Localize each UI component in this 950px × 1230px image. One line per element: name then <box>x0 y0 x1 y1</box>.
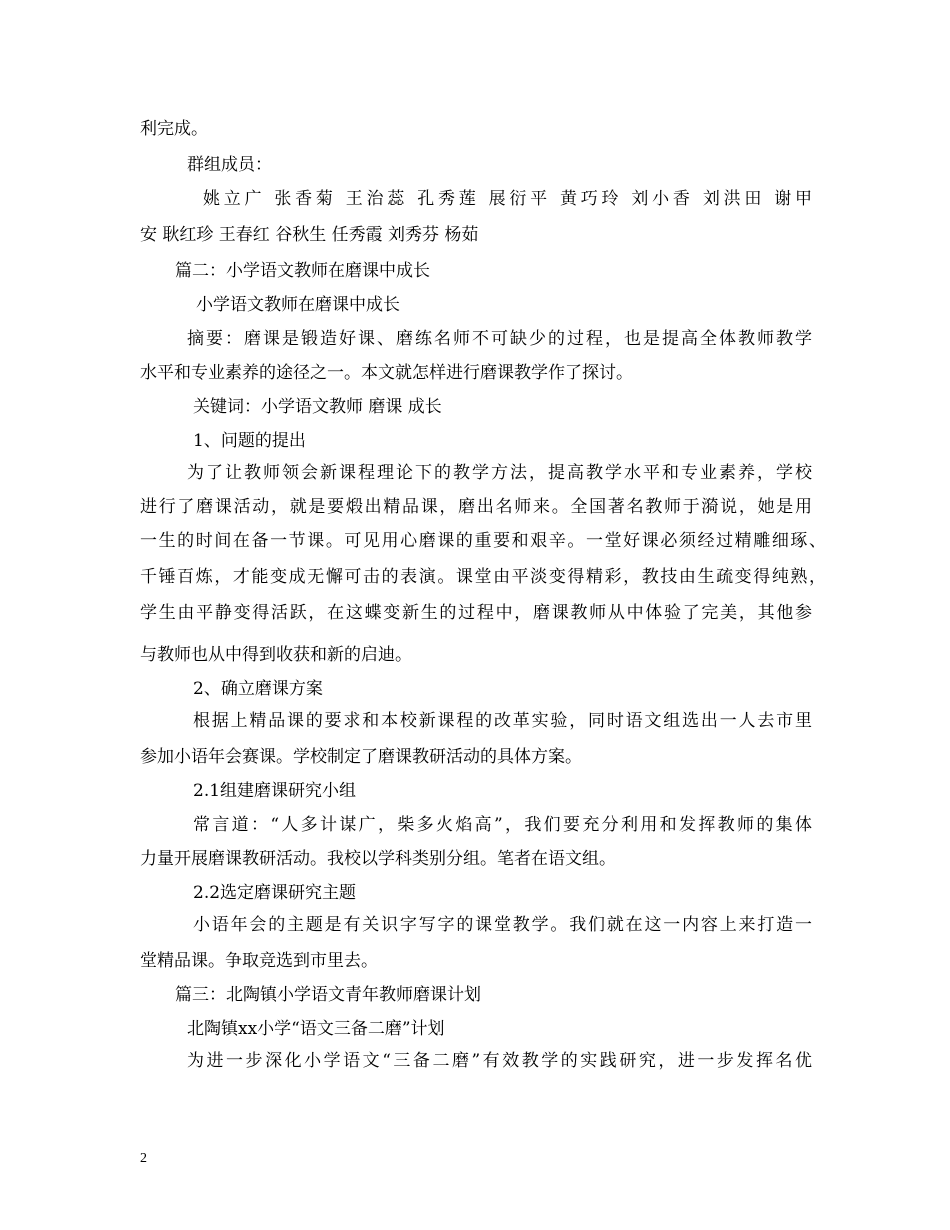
section-heading: 篇三：北陶镇小学语文青年教师磨课计划 <box>175 985 481 1005</box>
text-line: 为了让教师领会新课程理论下的教学方法，提高教学水平和专业素养，学校 <box>187 463 812 483</box>
subsection-heading: 2.1组建磨课研究小组 <box>193 781 357 801</box>
text-line: 姚立广 张香菊 王治蕊 孔秀莲 展衍平 黄巧玲 刘小香 刘洪田 谢甲 <box>203 189 812 209</box>
article-title: 北陶镇xx小学“语文三备二磨”计划 <box>187 1019 445 1039</box>
page-number: 2 <box>140 1151 147 1166</box>
article-title: 小学语文教师在磨课中成长 <box>196 295 400 315</box>
text-line: 为进一步深化小学语文“三备二磨”有效教学的实践研究，进一步发挥名优 <box>187 1051 812 1071</box>
subsection-heading: 1、问题的提出 <box>193 431 306 451</box>
text-line: 安 耿红珍 王春红 谷秋生 任秀霞 刘秀芬 杨茹 <box>140 225 479 245</box>
text-line: 群组成员： <box>187 155 272 175</box>
text-line: 学生由平静变得活跃，在这蝶变新生的过程中，磨课教师从中体验了完美，其他参 <box>140 603 812 623</box>
text-line: 水平和专业素养的途径之一。本文就怎样进行磨课教学作了探讨。 <box>140 363 633 383</box>
text-line: 利完成。 <box>140 119 208 139</box>
text-line: 摘要：磨课是锻造好课、磨练名师不可缺少的过程，也是提高全体教师教学 <box>187 329 812 349</box>
text-line: 与教师也从中得到收获和新的启迪。 <box>140 645 412 665</box>
subsection-heading: 2、确立磨课方案 <box>193 679 323 699</box>
subsection-heading: 2.2选定磨课研究主题 <box>193 883 357 903</box>
section-heading: 篇二：小学语文教师在磨课中成长 <box>175 261 430 281</box>
text-line: 力量开展磨课教研活动。我校以学科类别分组。笔者在语文组。 <box>140 849 616 869</box>
text-line: 进行了磨课活动，就是要煅出精品课，磨出名师来。全国著名教师于漪说，她是用 <box>140 497 812 517</box>
text-line: 堂精品课。争取竞选到市里去。 <box>140 951 378 971</box>
text-line: 常言道：“人多计谋广，柴多火焰高”，我们要充分利用和发挥教师的集体 <box>193 815 812 835</box>
text-line: 参加小语年会赛课。学校制定了磨课教研活动的具体方案。 <box>140 747 582 767</box>
text-line: 根据上精品课的要求和本校新课程的改革实验，同时语文组选出一人去市里 <box>193 711 812 731</box>
text-line: 小语年会的主题是有关识字写字的课堂教学。我们就在这一内容上来打造一 <box>193 915 812 935</box>
keywords-line: 关键词：小学语文教师 磨课 成长 <box>193 397 442 417</box>
text-line: 一生的时间在备一节课。可见用心磨课的重要和艰辛。一堂好课必须经过精雕细琢、 <box>140 531 826 551</box>
text-line: 千锤百炼，才能变成无懈可击的表演。课堂由平淡变得精彩，教技由生疏变得纯熟， <box>140 567 826 587</box>
